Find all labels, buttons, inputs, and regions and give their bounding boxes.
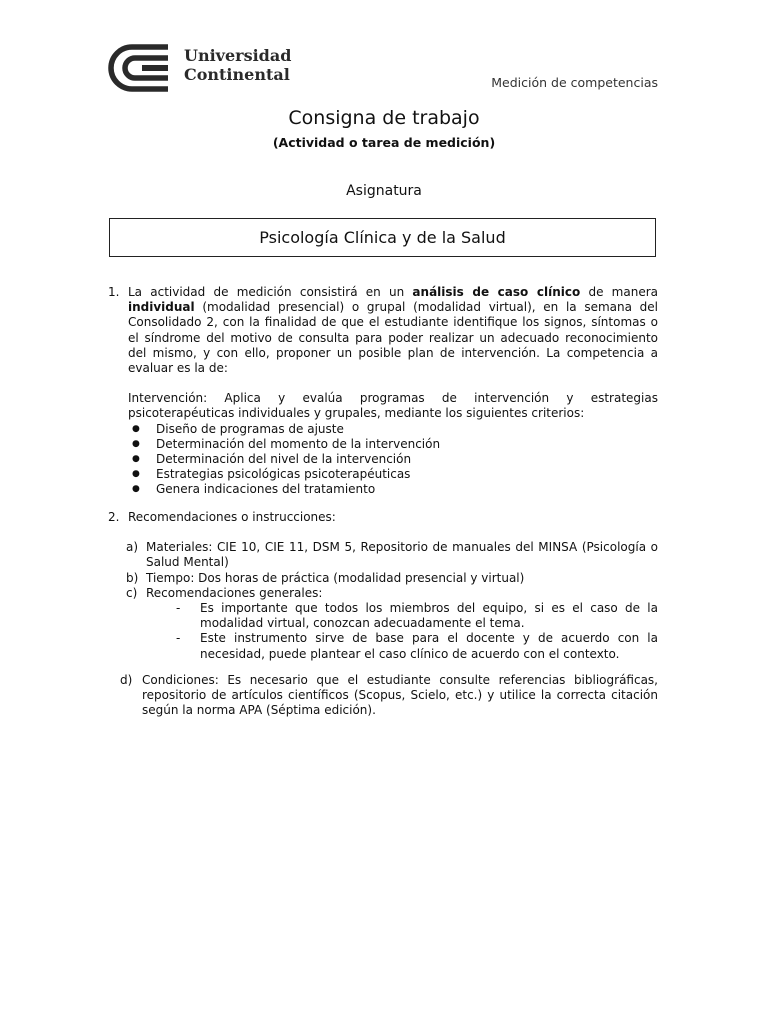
logo-wordmark [184, 46, 291, 84]
section-1 [108, 285, 658, 498]
header-caption: Medición de competencias [491, 75, 658, 90]
section-1-number: 1. [108, 285, 120, 299]
uc-logo-icon [108, 43, 176, 93]
list-item: c) Recomendaciones generales: [126, 585, 323, 600]
general-recommendations-list [126, 601, 658, 662]
page-title: Consigna de trabajo [288, 107, 480, 129]
instructions-list [108, 540, 658, 662]
bullet-icon: ● [132, 454, 140, 465]
section-1-paragraph-2: Intervención: Aplica y evalúa programas de intervención y estrategias psicoterapéuticas individuales y grupales, mediante los siguientes criterios: [128, 391, 658, 421]
list-item: ● Estrategias psicológicas psicoterapéuticas [132, 467, 411, 482]
conditions-section [120, 673, 658, 719]
course-name-box [109, 218, 656, 257]
conditions-text: Condiciones: Es necesario que el estudiante consulte referencias bibliográficas, repositorio de artículos científicos (Scopus, Scielo, etc.) y utilice la correcta citación según la norma APA (Séptima edición). [142, 673, 658, 718]
logo-line-1: Universidad [184, 46, 292, 65]
bullet-icon: ● [132, 484, 140, 495]
list-item: ● Determinación del momento de la intervención [132, 436, 441, 451]
section-1-paragraph-1: La actividad de medición consistirá en un análisis de caso clínico de manera individual (modalidad presencial) o grupal (modalidad virtual), en la semana del Consolidado 2, con la finalidad de que el estudiante identifique los signos, síntomas o el síndrome del motivo de consulta para poder realizar un adecuado reconocimiento del mismo, y con ello, proponer un posible plan de intervención. La competencia a evaluar es la de: [128, 285, 658, 376]
subject-label: Asignatura [346, 183, 422, 199]
section-2-heading: Recomendaciones o instrucciones: [128, 510, 336, 524]
list-item: ● Genera indicaciones del tratamiento [132, 482, 376, 497]
list-item: - Este instrumento sirve de base para el docente y de acuerdo con la necesidad, puede plantear el caso clínico de acuerdo con el contexto. [176, 631, 658, 661]
list-item: ● Determinación del nivel de la intervención [132, 452, 412, 467]
bullet-icon: ● [132, 469, 140, 480]
list-item: b) Tiempo: Dos horas de práctica (modalidad presencial y virtual) [126, 570, 525, 585]
section-2 [108, 510, 658, 662]
list-item: ● Diseño de programas de ajuste [132, 421, 344, 436]
page-subtitle: (Actividad o tarea de medición) [272, 135, 496, 150]
university-logo [108, 43, 292, 93]
criteria-list [128, 422, 658, 498]
bullet-icon: ● [132, 423, 140, 434]
course-name: Psicología Clínica y de la Salud [259, 228, 506, 247]
conditions-letter: d) [120, 673, 133, 687]
list-item: a) Materiales: CIE 10, CIE 11, DSM 5, Repositorio de manuales del MINSA (Psicología o Salud Mental) [126, 540, 658, 570]
list-item: - Es importante que todos los miembros del equipo, si es el caso de la modalidad virtual, conozcan adecuadamente el tema. [176, 601, 658, 631]
logo-line-2: Continental [184, 65, 290, 84]
bullet-icon: ● [132, 438, 140, 449]
section-2-number: 2. [108, 510, 120, 524]
